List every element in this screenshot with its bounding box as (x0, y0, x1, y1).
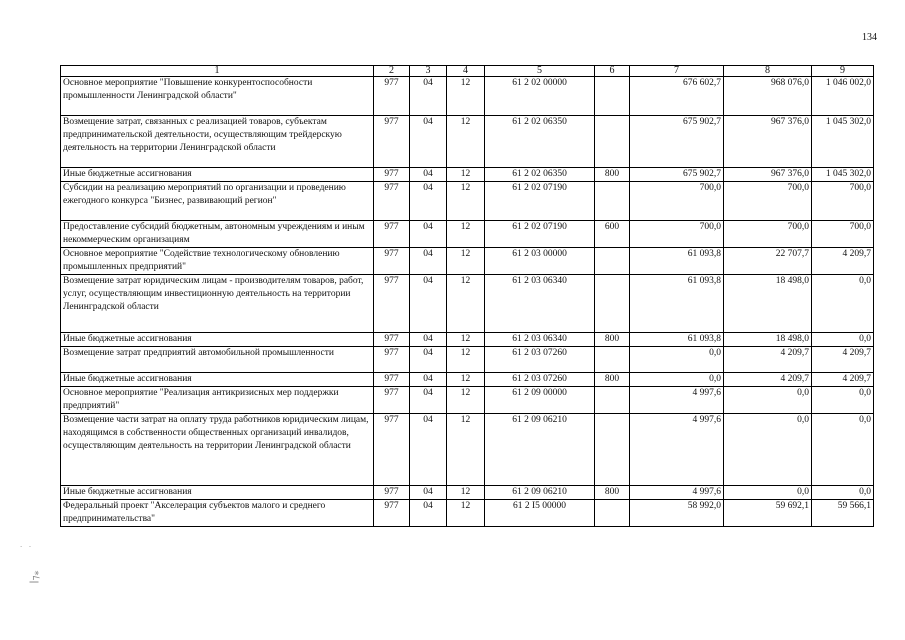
row-subsection: 12 (447, 347, 485, 373)
row-code: 977 (374, 116, 410, 168)
row-subsection: 12 (447, 333, 485, 347)
row-target-code: 61 2 09 06210 (485, 414, 595, 486)
row-name: Предоставление субсидий бюджетным, автономным учреждениям и иным некоммерческим организациям (61, 221, 374, 248)
header-row (61, 66, 874, 77)
row-target-code: 61 2 02 07190 (485, 221, 595, 248)
row-amount-col7: 675 902,7 (630, 116, 724, 168)
table-row (61, 500, 874, 527)
row-expense-type: 800 (595, 333, 630, 347)
column-header-8: 8 (724, 66, 812, 77)
row-subsection: 12 (447, 500, 485, 527)
row-expense-type (595, 275, 630, 333)
row-name: Иные бюджетные ассигнования (61, 168, 374, 182)
row-code: 977 (374, 373, 410, 387)
row-amount-col9: 4 209,7 (812, 373, 874, 387)
table-row (61, 347, 874, 373)
page-number: 134 (862, 32, 877, 43)
table-row (61, 373, 874, 387)
row-name: Возмещение затрат юридическим лицам - производителям товаров, работ, услуг, осуществляющим инвестиционную деятельность на территории Ленинградской области (61, 275, 374, 333)
row-amount-col9: 700,0 (812, 182, 874, 221)
row-code: 977 (374, 182, 410, 221)
row-amount-col7: 61 093,8 (630, 333, 724, 347)
row-target-code: 61 2 02 06350 (485, 116, 595, 168)
row-section: 04 (410, 347, 447, 373)
row-code: 977 (374, 77, 410, 116)
row-expense-type (595, 182, 630, 221)
row-code: 977 (374, 387, 410, 414)
row-subsection: 12 (447, 77, 485, 116)
row-amount-col8: 59 692,1 (724, 500, 812, 527)
row-target-code: 61 2 03 06340 (485, 333, 595, 347)
row-amount-col8: 0,0 (724, 414, 812, 486)
row-expense-type (595, 248, 630, 275)
row-subsection: 12 (447, 168, 485, 182)
column-header-5: 5 (485, 66, 595, 77)
row-expense-type: 600 (595, 221, 630, 248)
row-target-code: 61 2 02 06350 (485, 168, 595, 182)
row-section: 04 (410, 77, 447, 116)
row-section: 04 (410, 116, 447, 168)
row-expense-type (595, 414, 630, 486)
row-section: 04 (410, 486, 447, 500)
row-target-code: 61 2 03 07260 (485, 373, 595, 387)
table-row (61, 275, 874, 333)
row-name: Иные бюджетные ассигнования (61, 486, 374, 500)
row-amount-col8: 967 376,0 (724, 116, 812, 168)
row-section: 04 (410, 373, 447, 387)
row-amount-col8: 0,0 (724, 387, 812, 414)
row-amount-col9: 0,0 (812, 414, 874, 486)
row-amount-col8: 18 498,0 (724, 333, 812, 347)
row-amount-col7: 4 997,6 (630, 387, 724, 414)
row-amount-col7: 0,0 (630, 373, 724, 387)
row-code: 977 (374, 414, 410, 486)
row-code: 977 (374, 248, 410, 275)
row-code: 977 (374, 500, 410, 527)
row-amount-col9: 4 209,7 (812, 248, 874, 275)
row-amount-col9: 1 045 302,0 (812, 168, 874, 182)
row-expense-type (595, 500, 630, 527)
row-expense-type: 800 (595, 168, 630, 182)
row-target-code: 61 2 02 00000 (485, 77, 595, 116)
row-amount-col9: 4 209,7 (812, 347, 874, 373)
column-header-3: 3 (410, 66, 447, 77)
row-target-code: 61 2 09 06210 (485, 486, 595, 500)
budget-table (60, 65, 874, 527)
row-section: 04 (410, 182, 447, 221)
row-section: 04 (410, 168, 447, 182)
row-amount-col9: 0,0 (812, 387, 874, 414)
row-target-code: 61 2 03 06340 (485, 275, 595, 333)
row-section: 04 (410, 387, 447, 414)
row-name: Субсидии на реализацию мероприятий по организации и проведению ежегодного конкурса "Бизнес, развивающий регион" (61, 182, 374, 221)
row-expense-type: 800 (595, 373, 630, 387)
row-name: Возмещение затрат, связанных с реализацией товаров, субъектам предпринимательской деятельности, осуществляющим трейдерскую деятельность на территории Ленинградской области (61, 116, 374, 168)
row-amount-col8: 18 498,0 (724, 275, 812, 333)
row-amount-col7: 4 997,6 (630, 486, 724, 500)
column-header-2: 2 (374, 66, 410, 77)
margin-stamp-icon: ꟾ⁊⁎ (30, 570, 42, 584)
row-section: 04 (410, 248, 447, 275)
row-amount-col9: 1 045 302,0 (812, 116, 874, 168)
row-target-code: 61 2 03 00000 (485, 248, 595, 275)
row-subsection: 12 (447, 387, 485, 414)
row-subsection: 12 (447, 116, 485, 168)
row-name: Возмещение затрат предприятий автомобильной промышленности (61, 347, 374, 373)
row-name: Иные бюджетные ассигнования (61, 333, 374, 347)
column-header-9: 9 (812, 66, 874, 77)
row-amount-col7: 61 093,8 (630, 248, 724, 275)
row-name: Основное мероприятие "Реализация антикризисных мер поддержки предприятий" (61, 387, 374, 414)
row-section: 04 (410, 500, 447, 527)
row-amount-col9: 0,0 (812, 333, 874, 347)
row-name: Возмещение части затрат на оплату труда работников юридическим лицам, находящимся в собственности общественных организаций инвалидов, осуществляющим деятельность на территории Ленинградской области (61, 414, 374, 486)
row-name: Основное мероприятие "Содействие технологическому обновлению промышленных предприятий" (61, 248, 374, 275)
row-amount-col8: 0,0 (724, 486, 812, 500)
table-row (61, 486, 874, 500)
row-amount-col9: 0,0 (812, 486, 874, 500)
column-header-7: 7 (630, 66, 724, 77)
row-code: 977 (374, 221, 410, 248)
row-amount-col8: 700,0 (724, 221, 812, 248)
table-row (61, 414, 874, 486)
row-code: 977 (374, 275, 410, 333)
row-subsection: 12 (447, 486, 485, 500)
row-subsection: 12 (447, 373, 485, 387)
table-row (61, 116, 874, 168)
row-subsection: 12 (447, 221, 485, 248)
row-amount-col7: 700,0 (630, 182, 724, 221)
row-amount-col8: 4 209,7 (724, 373, 812, 387)
row-amount-col8: 22 707,7 (724, 248, 812, 275)
table-row (61, 387, 874, 414)
row-amount-col7: 4 997,6 (630, 414, 724, 486)
row-target-code: 61 2 I5 00000 (485, 500, 595, 527)
column-header-4: 4 (447, 66, 485, 77)
row-code: 977 (374, 486, 410, 500)
row-amount-col9: 700,0 (812, 221, 874, 248)
table-row (61, 77, 874, 116)
row-section: 04 (410, 275, 447, 333)
row-amount-col7: 700,0 (630, 221, 724, 248)
row-subsection: 12 (447, 248, 485, 275)
row-target-code: 61 2 09 00000 (485, 387, 595, 414)
table-row (61, 168, 874, 182)
table-row (61, 333, 874, 347)
margin-mark-dots: · · (20, 543, 32, 551)
row-amount-col8: 4 209,7 (724, 347, 812, 373)
row-name: Федеральный проект "Акселерация субъектов малого и среднего предпринимательства" (61, 500, 374, 527)
row-expense-type (595, 347, 630, 373)
row-amount-col8: 967 376,0 (724, 168, 812, 182)
column-header-1: 1 (61, 66, 374, 77)
row-target-code: 61 2 03 07260 (485, 347, 595, 373)
row-expense-type (595, 116, 630, 168)
row-amount-col7: 675 902,7 (630, 168, 724, 182)
row-expense-type: 800 (595, 486, 630, 500)
row-amount-col7: 58 992,0 (630, 500, 724, 527)
row-amount-col9: 59 566,1 (812, 500, 874, 527)
row-amount-col9: 1 046 002,0 (812, 77, 874, 116)
row-expense-type (595, 387, 630, 414)
row-name: Основное мероприятие "Повышение конкурентоспособности промышленности Ленинградской области" (61, 77, 374, 116)
row-amount-col9: 0,0 (812, 275, 874, 333)
row-amount-col8: 700,0 (724, 182, 812, 221)
row-code: 977 (374, 168, 410, 182)
table-body (61, 77, 874, 527)
row-name: Иные бюджетные ассигнования (61, 373, 374, 387)
row-code: 977 (374, 347, 410, 373)
row-subsection: 12 (447, 275, 485, 333)
row-amount-col7: 61 093,8 (630, 275, 724, 333)
row-amount-col7: 676 602,7 (630, 77, 724, 116)
row-code: 977 (374, 333, 410, 347)
row-expense-type (595, 77, 630, 116)
row-section: 04 (410, 221, 447, 248)
row-amount-col7: 0,0 (630, 347, 724, 373)
column-header-6: 6 (595, 66, 630, 77)
table-row (61, 182, 874, 221)
table-row (61, 248, 874, 275)
row-subsection: 12 (447, 414, 485, 486)
row-target-code: 61 2 02 07190 (485, 182, 595, 221)
table-row (61, 221, 874, 248)
row-amount-col8: 968 076,0 (724, 77, 812, 116)
row-section: 04 (410, 333, 447, 347)
row-section: 04 (410, 414, 447, 486)
row-subsection: 12 (447, 182, 485, 221)
